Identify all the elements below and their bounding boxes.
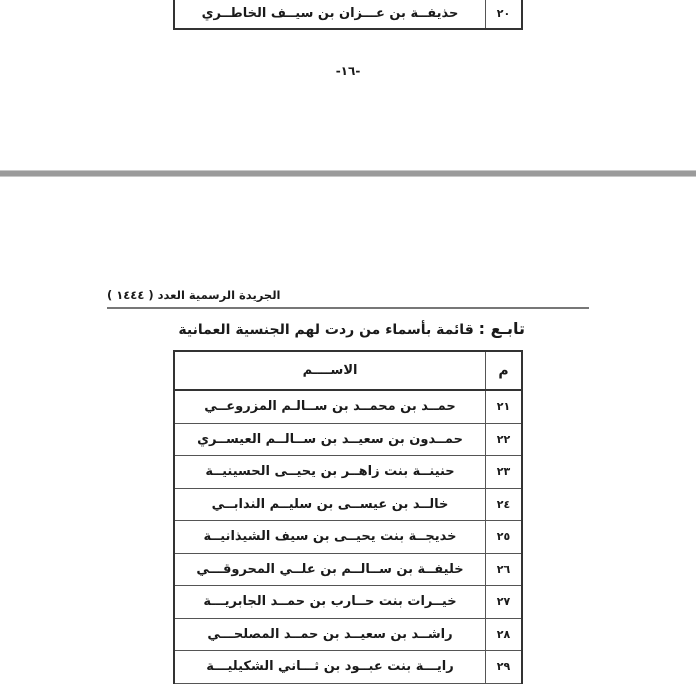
row-number: ٢٣ [485, 456, 521, 488]
table-row [175, 424, 521, 457]
row-name: خديجــة بنت يحيــى بن سيف الشيذانيــة [203, 529, 457, 545]
table-row [175, 554, 521, 587]
row-name: حنينــة بنت زاهــر بن يحيــى الحسينيــة [205, 464, 455, 480]
table-row [175, 521, 521, 554]
title-lead: تابـع : [478, 319, 525, 338]
column-header-name: الاســــم [302, 363, 358, 378]
row-name: حمــد بن محمــد بن ســالـم المزروعــي [204, 399, 456, 415]
row-number: ٢٧ [485, 586, 521, 618]
column-header-number: م [485, 352, 521, 389]
gazette-header: الجريدة الرسمية العدد ( ١٤٤٤ ) [107, 288, 281, 302]
list-title [175, 319, 525, 338]
row-number: ٢٥ [485, 521, 521, 553]
table-row [175, 651, 521, 684]
row-name: راشــد بن سعيــد بن حمــد المصلحـــي [207, 626, 453, 642]
title-text: قائمة بأسماء من ردت لهم الجنسية العمانية [178, 322, 474, 338]
row-name: حذيفــة بن عـــزان بن سيــف الخاطــري [201, 5, 459, 21]
table-header-row [175, 352, 521, 391]
names-table [173, 350, 523, 684]
row-number: ٢٨ [485, 619, 521, 651]
row-number: ٢٠ [485, 0, 521, 28]
table-row [175, 391, 521, 424]
table-row [175, 586, 521, 619]
previous-page-table-fragment [173, 0, 523, 30]
row-name: خليفــة بن ســالــم بن علــي المحروقـــي [196, 561, 464, 577]
page-separator [0, 170, 696, 177]
row-number: ٢٢ [485, 424, 521, 456]
row-number: ٢٤ [485, 489, 521, 521]
table-row [175, 619, 521, 652]
row-number: ٢٩ [485, 651, 521, 683]
row-name: رايـــة بنت عبــود بن ثـــاني الشكيليـــة [206, 659, 454, 675]
page-number: -١٦- [335, 64, 361, 78]
row-name: حمــدون بن سعيــد بن ســالــم العيســري [197, 431, 463, 447]
row-name: خالــد بن عيســى بن سليــم الندابــي [211, 496, 449, 512]
row-name: خيــرات بنت حــارب بن حمــد الجابريـــة [203, 594, 457, 610]
header-rule [107, 307, 589, 309]
table-row [175, 489, 521, 522]
table-row [175, 456, 521, 489]
row-number: ٢٦ [485, 554, 521, 586]
row-number: ٢١ [485, 391, 521, 423]
